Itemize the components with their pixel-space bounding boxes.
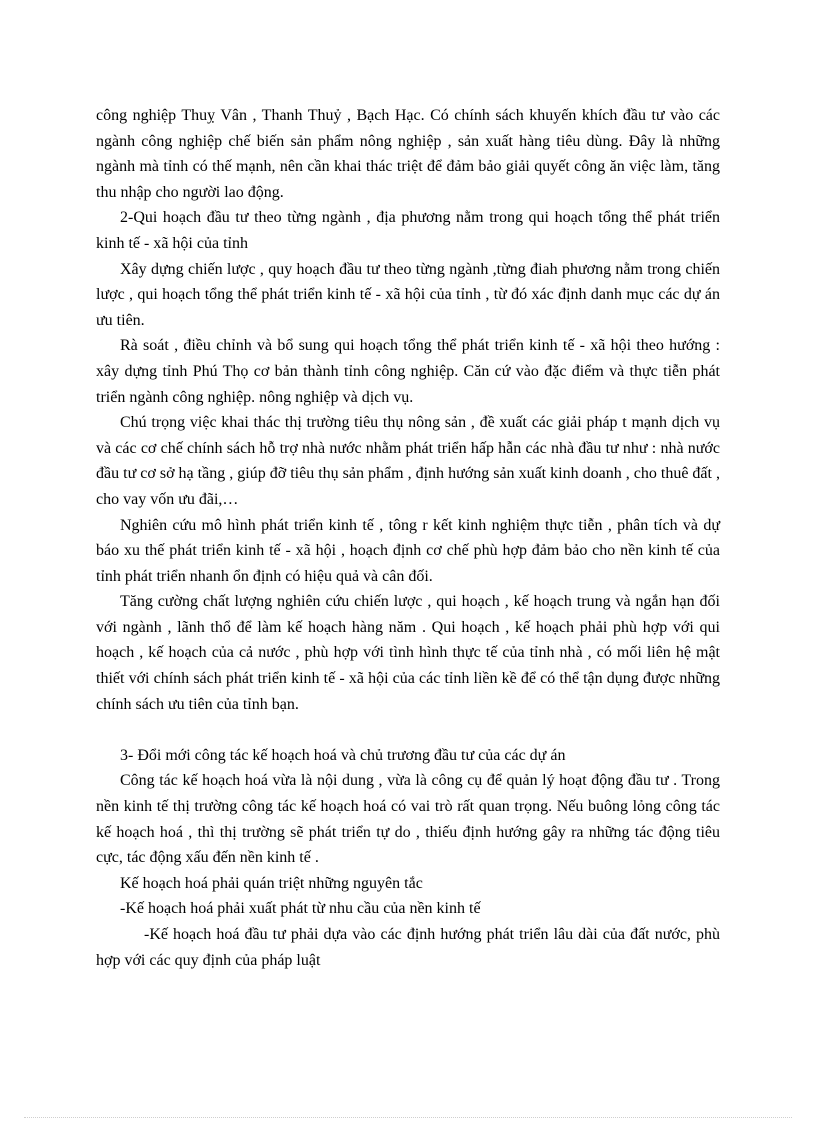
principle-item-2: -Kế hoạch hoá đầu tư phải dựa vào các định hướng phát triển lâu dài của đất nước, phù hợp với các quy định của pháp luật	[96, 926, 720, 969]
paragraph-review: Rà soát , điều chỉnh và bổ sung qui hoạch tổng thể phát triển kinh tế - xã hội theo hướng : xây dựng tỉnh Phú Thọ cơ bản thành tỉnh công nghiệp. Căn cứ vào đặc điểm và thực tiễn phát triển ngành công nghiệp. nông nghiệp và dịch vụ.	[96, 337, 720, 406]
principle-item-1: -Kế hoạch hoá phải xuất phát từ nhu cầu của nền kinh tế	[120, 900, 481, 918]
paragraph-planning-quality: Tăng cường chất lượng nghiên cứu chiến lược , qui hoạch , kế hoạch trung và ngắn hạn đối với ngành , lãnh thổ để làm kế hoạch hàng năm . Qui hoạch , kế hoạch phải phù hợp với qui hoạch , kế hoạch của cả nước , phù hợp với tình hình thực tế của tỉnh nhà , có mối liên hệ mật thiết với chính sách phát triển kinh tế - xã hội của các tỉnh liền kề để có thể tận dụng được những chính sách ưu tiên của tỉnh bạn.	[96, 593, 720, 713]
paragraph-market: Chú trọng việc khai thác thị trường tiêu thụ nông sản , đề xuất các giải pháp t mạnh dịch vụ và các cơ chế chính sách hỗ trợ nhà nước nhằm phát triển hấp hẫn các nhà đầu tư như : nhà nước đầu tư cơ sở hạ tầng , giúp đỡ tiêu thụ sản phẩm , định hướng sản xuất kinh doanh , cho thuê đất , cho vay vốn ưu đãi,…	[96, 414, 720, 508]
page-bottom-divider	[24, 1117, 792, 1118]
paragraph-strategy: Xây dựng chiến lược , quy hoạch đầu tư theo từng ngành ,từng điah phương nằm trong chiến lược , qui hoạch tổng thể phát triển kinh tế - xã hội của tỉnh , từ đó xác định danh mục các dự án ưu tiên.	[96, 260, 720, 329]
section-3-heading: 3- Đổi mới công tác kế hoạch hoá và chủ trương đầu tư của các dự án	[120, 746, 566, 764]
section-2-heading: 2-Qui hoạch đầu tư theo từng ngành , địa phương nằm trong qui hoạch tổng thể phát triển kinh tế - xã hội của tỉnh	[96, 209, 720, 252]
paragraph-principles-intro: Kế hoạch hoá phải quán triệt những nguyên tắc	[120, 874, 423, 892]
paragraph-research: Nghiên cứu mô hình phát triển kinh tế , tông r kết kinh nghiệm thực tiễn , phân tích và dự báo xu thế phát triển kinh tế - xã hội , hoạch định cơ chế phù hợp đảm bảo cho nền kinh tế của tỉnh phát triển nhanh ổn định có hiệu quả và cân đối.	[96, 516, 720, 585]
blank-line	[96, 717, 720, 743]
paragraph-industrial-zones: công nghiệp Thuỵ Vân , Thanh Thuỷ , Bạch Hạc. Có chính sách khuyến khích đầu tư vào các ngành công nghiệp chế biến sản phẩm nông nghiệp , sản xuất hàng tiêu dùng. Đây là những ngành mà tỉnh có thế mạnh, nên cần khai thác triệt để đảm bảo giải quyết công ăn việc làm, tăng thu nhập cho người lao động.	[96, 107, 720, 201]
paragraph-planning-role: Công tác kế hoạch hoá vừa là nội dung , vừa là công cụ để quản lý hoạt động đầu tư . Trong nền kinh tế thị trường công tác kế hoạch hoá có vai trò rất quan trọng. Nếu buông lỏng công tác kế hoạch hoá , thì thị trường sẽ phát triển tự do , thiếu định hướng gây ra những tác động tiêu cực, tác động xấu đến nền kinh tế .	[96, 772, 720, 867]
document-body	[96, 103, 720, 973]
